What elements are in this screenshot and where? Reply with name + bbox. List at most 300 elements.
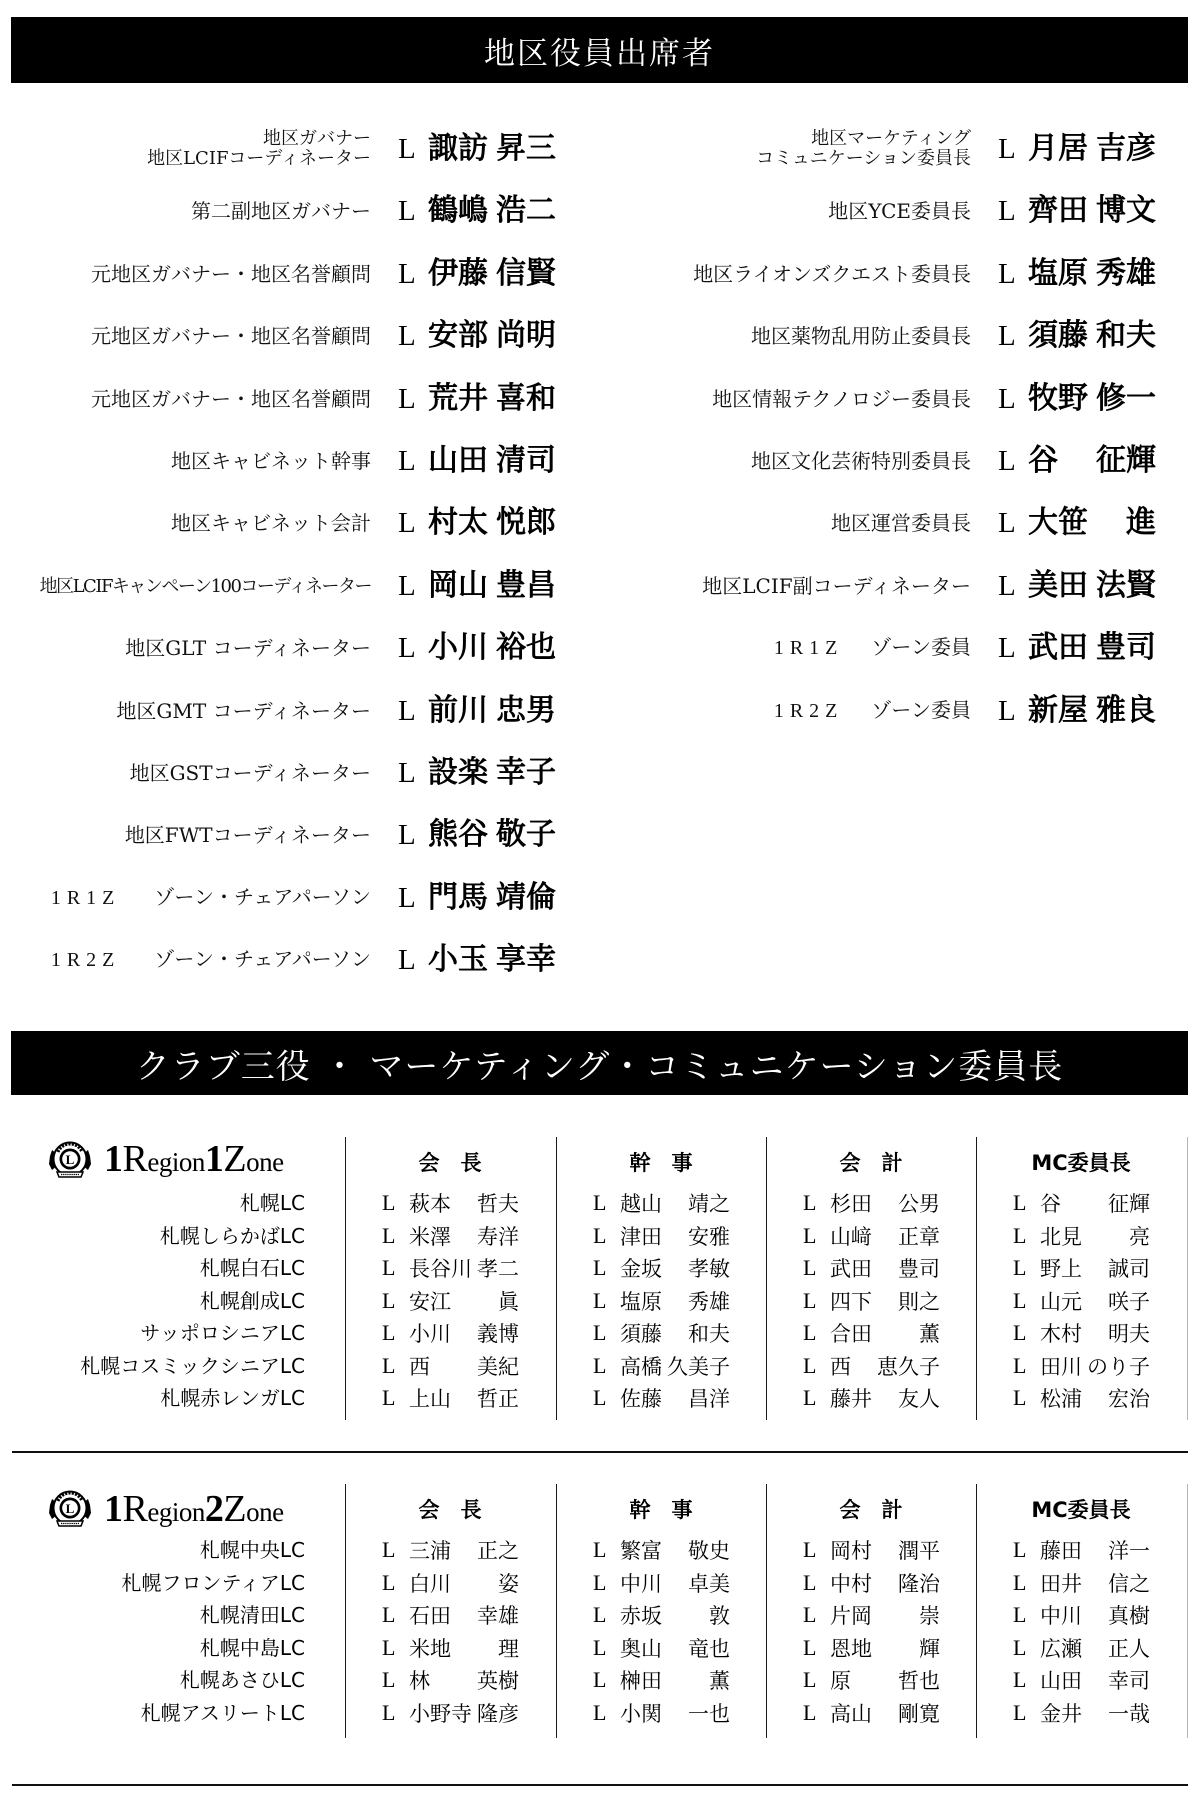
officer-name: [428, 691, 556, 731]
given-name: 忠男: [496, 693, 556, 728]
officer-title: [0, 386, 371, 411]
member-name: [1040, 1665, 1150, 1695]
officer-title: [0, 129, 371, 169]
zone-code: 1R2Z: [773, 700, 844, 722]
officer-role: ゾーン委員: [871, 635, 971, 659]
president-cell: [382, 1632, 519, 1664]
given-name: 薫: [709, 1669, 730, 1693]
club-row: [0, 1664, 1200, 1696]
mc-chair-cell: [1013, 1317, 1150, 1349]
surname: 山﨑: [830, 1224, 872, 1249]
given-name: 秀雄: [688, 1289, 730, 1314]
lion-prefix: L: [593, 1352, 607, 1378]
lion-prefix: L: [593, 1537, 607, 1562]
given-name: 信之: [1108, 1571, 1150, 1596]
officer-name: [1028, 129, 1156, 169]
officer-name: [428, 566, 556, 606]
zone-word: Zone: [223, 1138, 284, 1180]
officer-row: [600, 379, 1156, 419]
given-name: 敬史: [688, 1539, 730, 1563]
club-row: [0, 1534, 1200, 1566]
surname: 榊田: [620, 1669, 662, 1693]
lion-prefix: L: [998, 320, 1016, 352]
lion-prefix: L: [593, 1222, 607, 1248]
zone-code: 1R2Z: [50, 949, 121, 971]
officer-row: [600, 441, 1156, 481]
lion-prefix: L: [1013, 1190, 1027, 1215]
surname: 小野寺: [409, 1701, 472, 1726]
surname: 美田: [1028, 568, 1088, 603]
surname: 奥山: [620, 1636, 662, 1661]
mc-chair-cell: [1013, 1697, 1150, 1729]
given-name: 宏治: [1108, 1387, 1150, 1411]
lion-prefix: L: [803, 1352, 817, 1378]
section-title: クラブ三役 ・ マーケティング・コミュニケーション委員長: [135, 1046, 1064, 1087]
lion-prefix: L: [593, 1667, 607, 1692]
column-header-mc-chair: MC委員長: [1031, 1151, 1131, 1175]
club-row: [0, 1187, 1200, 1219]
mc-chair-cell: [1013, 1664, 1150, 1696]
treasurer-cell: [803, 1220, 940, 1252]
member-name: [1040, 1698, 1150, 1728]
given-name: 悦郎: [496, 505, 556, 540]
officer-name: [428, 441, 556, 481]
given-name: 征輝: [1096, 443, 1156, 478]
surname: 小玉: [428, 942, 488, 977]
officer-title-line: 元地区ガバナー・地区名誉顧問: [91, 386, 371, 411]
member-name: [409, 1665, 519, 1695]
surname: 田井: [1040, 1571, 1082, 1596]
section-header-district-officers: [11, 17, 1188, 83]
member-name: [830, 1698, 940, 1728]
lion-prefix: L: [398, 570, 416, 602]
secretary-cell: [593, 1187, 730, 1219]
officer-title-line: 第二副地区ガバナー: [191, 198, 371, 223]
given-name: 昌洋: [688, 1387, 730, 1411]
club-name: 札幌中央LC: [199, 1538, 305, 1562]
officer-row: [600, 691, 1156, 731]
lions-emblem-icon: [47, 1486, 93, 1532]
zone-label: [104, 1489, 284, 1532]
officer-title: [600, 261, 971, 286]
officer-name: [428, 129, 556, 169]
zone-word: Zone: [223, 1488, 284, 1530]
lion-prefix: L: [998, 507, 1016, 539]
lion-prefix: L: [803, 1255, 817, 1280]
surname: 設楽: [428, 755, 488, 790]
officer-title-line: 地区GSTコーディネーター: [129, 760, 371, 785]
lion-prefix: L: [998, 133, 1016, 165]
president-cell: [382, 1534, 519, 1566]
given-name: 姿: [498, 1571, 519, 1596]
lion-prefix: L: [1013, 1320, 1027, 1345]
officer-name: [428, 254, 556, 294]
column-header-secretary: 幹 事: [629, 1498, 693, 1522]
officer-row: [0, 691, 556, 731]
club-row: [0, 1697, 1200, 1729]
given-name: 理: [498, 1636, 519, 1661]
officer-row: [0, 815, 556, 855]
lion-prefix: L: [382, 1255, 396, 1280]
secretary-cell: [593, 1534, 730, 1566]
member-name: [620, 1600, 730, 1630]
lion-prefix: L: [803, 1569, 817, 1595]
given-name: 明夫: [1108, 1322, 1150, 1346]
member-name: [620, 1535, 730, 1565]
given-name: 幸雄: [477, 1604, 519, 1628]
member-name: [830, 1221, 940, 1251]
officer-title: [0, 635, 371, 660]
given-name: 豊昌: [496, 568, 556, 603]
officer-name: [428, 628, 556, 668]
member-name: [409, 1286, 519, 1316]
lion-prefix: L: [998, 383, 1016, 415]
treasurer-cell: [803, 1317, 940, 1349]
secretary-cell: [593, 1317, 730, 1349]
surname: 山田: [1040, 1669, 1082, 1693]
member-name: [409, 1318, 519, 1348]
officer-title: [600, 129, 971, 169]
surname: 金井: [1040, 1701, 1082, 1726]
surname: 山田: [428, 443, 488, 478]
given-name: 久美子: [667, 1354, 730, 1379]
club-row: [0, 1285, 1200, 1317]
club-name: 札幌中島LC: [199, 1635, 305, 1660]
given-name: 靖倫: [496, 880, 556, 915]
officer-row: [0, 878, 556, 918]
treasurer-cell: [803, 1599, 940, 1631]
officer-row: [0, 503, 556, 543]
surname: 月居: [1028, 131, 1088, 166]
lion-prefix: L: [803, 1667, 817, 1692]
given-name: 則之: [898, 1289, 940, 1314]
officer-name: [1028, 566, 1156, 606]
given-name: 潤平: [898, 1539, 940, 1563]
section-divider: [12, 1784, 1188, 1786]
officer-title-line: [600, 700, 971, 722]
secretary-cell: [593, 1697, 730, 1729]
secretary-cell: [593, 1285, 730, 1317]
given-name: 輝: [919, 1636, 940, 1661]
member-name: [409, 1535, 519, 1565]
surname: 原: [830, 1669, 851, 1693]
lion-prefix: L: [593, 1385, 607, 1410]
given-name: 竜也: [688, 1636, 730, 1661]
lion-prefix: L: [398, 819, 416, 851]
officer-row: [0, 379, 556, 419]
column-header-secretary: 幹 事: [629, 1151, 693, 1175]
given-name: 博文: [1096, 193, 1156, 228]
treasurer-cell: [803, 1187, 940, 1219]
member-name: [620, 1698, 730, 1728]
surname: 高山: [830, 1701, 872, 1726]
club-name: 札幌コスミックシニアLC: [80, 1353, 305, 1378]
lion-prefix: L: [1013, 1699, 1027, 1725]
surname: 佐藤: [620, 1387, 662, 1411]
surname: 中川: [620, 1571, 662, 1596]
given-name: 正章: [898, 1224, 940, 1249]
lion-prefix: L: [382, 1569, 396, 1595]
officer-title-line: 地区運営委員長: [831, 510, 971, 535]
treasurer-cell: [803, 1382, 940, 1414]
member-name: [830, 1318, 940, 1348]
treasurer-cell: [803, 1252, 940, 1284]
surname: 須藤: [1028, 318, 1088, 353]
lion-prefix: L: [998, 445, 1016, 477]
club-row: [0, 1350, 1200, 1382]
given-name: 洋一: [1108, 1539, 1150, 1563]
surname: 津田: [620, 1224, 662, 1249]
officer-row: [600, 628, 1156, 668]
member-name: [1040, 1188, 1150, 1218]
given-name: 裕也: [496, 630, 556, 665]
given-name: 敬子: [496, 817, 556, 852]
president-cell: [382, 1697, 519, 1729]
officer-name: [428, 503, 556, 543]
given-name: 法賢: [1096, 568, 1156, 603]
section-title: 地区役員出席者: [484, 35, 715, 72]
club-name: 札幌あさひLC: [179, 1668, 305, 1692]
surname: 牧野: [1028, 381, 1088, 416]
member-name: [620, 1253, 730, 1283]
lion-prefix: L: [398, 695, 416, 727]
lion-prefix: L: [398, 383, 416, 415]
treasurer-cell: [803, 1632, 940, 1664]
lion-prefix: L: [998, 258, 1016, 290]
region-word: Region: [122, 1138, 205, 1180]
member-name: [1040, 1318, 1150, 1348]
lion-prefix: L: [803, 1602, 817, 1627]
officer-title: [0, 261, 371, 286]
surname: 西: [830, 1354, 851, 1379]
secretary-cell: [593, 1350, 730, 1382]
club-name: サッポロシニアLC: [140, 1321, 305, 1345]
given-name: 修一: [1096, 381, 1156, 416]
lion-prefix: L: [1013, 1667, 1027, 1692]
officer-title-line: 地区ガバナー: [263, 128, 371, 149]
officer-title: [0, 448, 371, 473]
officer-row: [600, 316, 1156, 356]
officer-row: [600, 566, 1156, 606]
member-name: [1040, 1535, 1150, 1565]
lion-prefix: L: [1013, 1352, 1027, 1378]
surname: 諏訪: [428, 131, 488, 166]
surname: 四下: [830, 1289, 872, 1314]
surname: 門馬: [428, 880, 488, 915]
member-name: [1040, 1568, 1150, 1598]
secretary-cell: [593, 1252, 730, 1284]
club-row: [0, 1599, 1200, 1631]
surname: 恩地: [830, 1636, 872, 1661]
club-name: 札幌白石LC: [199, 1256, 305, 1280]
mc-chair-cell: [1013, 1567, 1150, 1599]
surname: 鶴嶋: [428, 193, 488, 228]
officer-row: [0, 441, 556, 481]
officer-title: [600, 573, 971, 598]
surname: 野上: [1040, 1257, 1082, 1281]
given-name: 和夫: [1096, 318, 1156, 353]
surname: 安江: [409, 1289, 451, 1314]
lion-prefix: L: [398, 258, 416, 290]
treasurer-cell: [803, 1697, 940, 1729]
club-name: 札幌創成LC: [199, 1288, 305, 1313]
lion-prefix: L: [1013, 1385, 1027, 1410]
column-header-mc-chair: MC委員長: [1031, 1498, 1131, 1522]
member-name: [830, 1600, 940, 1630]
officer-title-line: [600, 637, 971, 659]
officer-row: [0, 628, 556, 668]
lion-prefix: L: [803, 1222, 817, 1248]
lion-prefix: L: [593, 1190, 607, 1215]
surname: 木村: [1040, 1322, 1082, 1346]
officer-title-line: 地区マーケティング: [811, 128, 971, 149]
surname: 谷: [1040, 1192, 1061, 1216]
zone-number: 2: [204, 1488, 224, 1530]
lion-prefix: L: [398, 320, 416, 352]
member-name: [830, 1286, 940, 1316]
surname: 齊田: [1028, 193, 1088, 228]
lion-prefix: L: [382, 1699, 396, 1725]
given-name: 哲正: [477, 1387, 519, 1411]
surname: 安部: [428, 318, 488, 353]
officer-title-line: 地区キャビネット幹事: [171, 448, 371, 473]
given-name: 豊司: [1096, 630, 1156, 665]
given-name: 英樹: [477, 1669, 519, 1693]
officer-title: [600, 637, 971, 659]
surname: 広瀬: [1040, 1636, 1082, 1661]
member-name: [409, 1188, 519, 1218]
officer-row: [600, 254, 1156, 294]
officer-title-line: 地区FWTコーディネーター: [124, 822, 371, 847]
given-name: 征輝: [1108, 1192, 1150, 1216]
lion-prefix: L: [1013, 1222, 1027, 1248]
officer-name: [1028, 441, 1156, 481]
svg-text:L: L: [65, 1152, 75, 1167]
officer-title-line: 地区GLT コーディネーター: [125, 635, 371, 660]
officer-name: [1028, 191, 1156, 231]
officer-title-line: 地区ライオンズクエスト委員長: [693, 261, 971, 286]
column-header-treasurer: 会 計: [839, 1498, 903, 1522]
surname: 合田: [830, 1322, 872, 1346]
treasurer-cell: [803, 1534, 940, 1566]
given-name: 隆彦: [477, 1701, 519, 1726]
president-cell: [382, 1187, 519, 1219]
secretary-cell: [593, 1382, 730, 1414]
officer-name: [428, 753, 556, 793]
officer-row: [0, 129, 556, 169]
member-name: [620, 1383, 730, 1413]
mc-chair-cell: [1013, 1599, 1150, 1631]
zone-label: [104, 1139, 284, 1182]
given-name: 友人: [898, 1387, 940, 1411]
lion-prefix: L: [398, 882, 416, 914]
member-name: [830, 1383, 940, 1413]
section-divider: [12, 1451, 1188, 1453]
given-name: 幸子: [496, 755, 556, 790]
zone-code: 1R1Z: [773, 637, 844, 659]
member-name: [620, 1188, 730, 1218]
lion-prefix: L: [398, 445, 416, 477]
officer-name: [1028, 691, 1156, 731]
president-cell: [382, 1285, 519, 1317]
given-name: 恵久子: [877, 1354, 940, 1379]
secretary-cell: [593, 1567, 730, 1599]
surname: 松浦: [1040, 1387, 1082, 1411]
given-name: 享幸: [496, 942, 556, 977]
member-name: [1040, 1286, 1150, 1316]
officer-row: [0, 753, 556, 793]
surname: 金坂: [620, 1257, 662, 1281]
surname: 小川: [428, 630, 488, 665]
member-name: [830, 1633, 940, 1663]
member-name: [409, 1698, 519, 1728]
surname: 萩本: [409, 1192, 451, 1216]
surname: 石田: [409, 1604, 451, 1628]
member-name: [409, 1253, 519, 1283]
officer-title: [600, 386, 971, 411]
mc-chair-cell: [1013, 1187, 1150, 1219]
officer-name: [1028, 316, 1156, 356]
officer-role: ゾーン・チェアパーソン: [154, 885, 371, 909]
officer-title-line: 地区キャビネット会計: [171, 510, 371, 535]
president-cell: [382, 1599, 519, 1631]
given-name: 一哉: [1108, 1701, 1150, 1726]
surname: 荒井: [428, 381, 488, 416]
officer-title: [0, 323, 371, 348]
lion-prefix: L: [593, 1602, 607, 1627]
lion-prefix: L: [382, 1602, 396, 1627]
given-name: 哲也: [898, 1669, 940, 1693]
officer-title: [0, 576, 371, 597]
officer-title: [600, 448, 971, 473]
mc-chair-cell: [1013, 1534, 1150, 1566]
member-name: [830, 1568, 940, 1598]
officer-row: [0, 191, 556, 231]
surname: 越山: [620, 1192, 662, 1216]
club-row: [0, 1317, 1200, 1349]
given-name: 幸司: [1108, 1669, 1150, 1693]
surname: 藤田: [1040, 1539, 1082, 1563]
club-name: 札幌アスリートLC: [140, 1700, 305, 1725]
column-header-treasurer: 会 計: [839, 1151, 903, 1175]
lion-prefix: L: [593, 1320, 607, 1345]
surname: 前川: [428, 693, 488, 728]
lion-prefix: L: [1013, 1569, 1027, 1595]
secretary-cell: [593, 1632, 730, 1664]
officer-title: [0, 198, 371, 223]
mc-chair-cell: [1013, 1382, 1150, 1414]
officer-title-line: 地区LCIFコーディネーター: [147, 148, 371, 169]
member-name: [409, 1383, 519, 1413]
officer-name: [428, 379, 556, 419]
officer-row: [0, 940, 556, 980]
mc-chair-cell: [1013, 1350, 1150, 1382]
given-name: 正之: [477, 1539, 519, 1563]
given-name: 一也: [688, 1701, 730, 1726]
officer-title-line: 地区YCE委員長: [828, 198, 971, 223]
officer-title: [0, 949, 371, 971]
zone-table-1r2z: [0, 1484, 1200, 1738]
region-word: Region: [122, 1488, 205, 1530]
secretary-cell: [593, 1599, 730, 1631]
given-name: 薫: [919, 1322, 940, 1346]
surname: 武田: [830, 1257, 872, 1281]
club-name: 札幌赤レンガLC: [160, 1386, 305, 1410]
member-name: [830, 1665, 940, 1695]
lion-prefix: L: [998, 695, 1016, 727]
officer-title: [600, 198, 971, 223]
surname: 高橋: [620, 1354, 662, 1379]
